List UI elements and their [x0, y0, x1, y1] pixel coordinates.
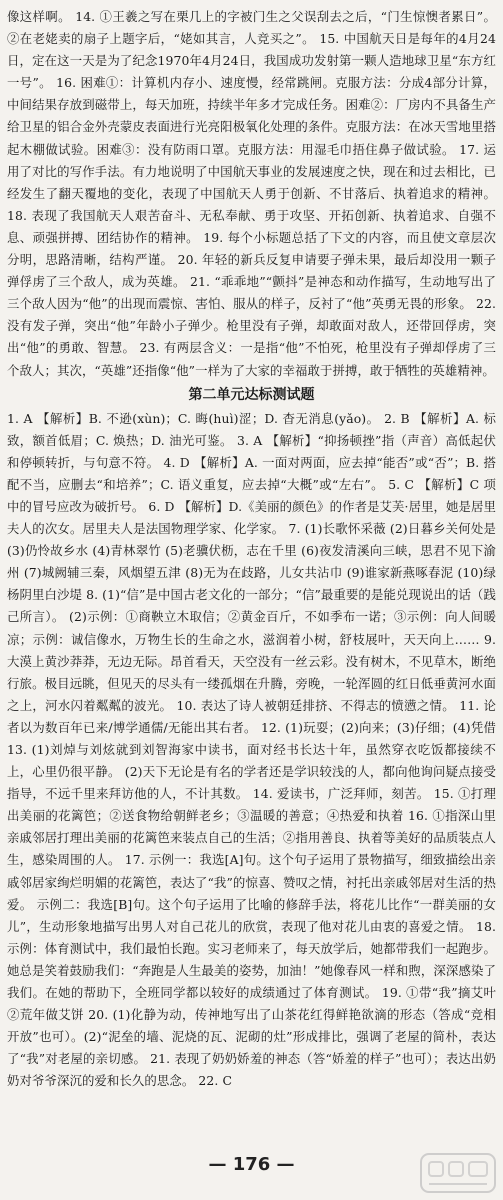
answers-unit-one-continued: 像这样啊。 14. ①王羲之写在栗几上的字被门生之父误刮去之后，“门生惊懊者累日”。②在老姥卖的扇子上题字后，“姥如其言，人竞买之”。 15. 中国航天日是每年的4月24日，定在这一天是为了纪念1970年4月24日，我国成功发射第一颗人造地球卫星“东方红一号”。 16. 困难①：计算机内存小、速度慢，经常跳闸。克服方法：分成4部分计算，中间结果存放到磁带上，每天加班，持续半年多才完成任务。困难②：厂房内不具备生产给卫星的铝合金外壳蒙皮表面进行光亮阳极氧化处理的条件。克服方法：在冰天雪地里搭起木棚做试验。困难③：没有防雨口罩。克服方法：用湿毛巾捂住鼻子做试验。 17. 运用了对比的写作手法。有力地说明了中国航天事业的发展速度之快，现在和过去相比，已经发生了翻天覆地的变化，表现了中国航天人勇于创新、不甘落后、执着追求的精神。 18. 表现了我国航天人艰苦奋斗、无私奉献、勇于攻坚、开拓创新、执着追求、自强不息、顽强拼搏、团结协作的精神。 19. 每个小标题总括了下文的内容，而且使文章层次分明，思路清晰，结构严谨。 20. 年轻的新兵反复申请要子弹未果，最后却没用一颗子弹俘虏了三个敌人，成为英雄。 21. “乖乖地”“颤抖”是神态和动作描写，生动地写出了三个敌人因为“他”的出现而震惊、害怕、服从的样子，反衬了“他”英勇无畏的形象。 22. 没有发子弹，突出“他”年龄小子弹少。枪里没有子弹，却敢面对敌人，还带回俘虏，突出“他”的勇敢、智慧。 23. 有两层含义：一是指“他”不怕死，枪里没有子弹却俘虏了三个敌人；其次，“英雄”还指像“他”一样为了大家的幸福敢于拼搏，敢于牺牲的英雄精神。: [7, 9, 496, 378]
watermark-logo: [419, 1150, 497, 1196]
answer-key-page: [7, 6, 496, 1093]
section-title: 第二单元达标测试题: [188, 386, 315, 403]
answers-unit-two-test: 1. A 【解析】B. 不逊(xùn)；C. 晦(huì)涩；D. 杳无消息(yǎo)。 2. B 【解析】A. 标致，额首低眉；C. 焕热；D. 油光可鉴。 3. A 【解析】“抑扬顿挫”指（声音）高低起伏和停顿转折，与句意不符。 4. D 【解析】A. 一面对两面，应去掉“能否”或“否”；B. 搭配不当，应删去“和培养”；C. 语义重复，应去掉“大概”或“左右”。 5. C 【解析】C 项中的冒号应改为破折号。 6. D 【解析】D.《美丽的颜色》的作者是艾芙·居里，她是居里夫人的次女。居里夫人是法国物理学家、化学家。 7. (1)长歌怀采薇 (2)日暮乡关何处是 (3)仍怜故乡水 (4)青林翠竹 (5)老骥伏枥，志在千里 (6)夜发清溪向三峡，思君不见下渝州 (7)城阙辅三秦，风烟望五津 (8)无为在歧路，儿女共沾巾 (9)谁家新燕啄春泥 (10)绿杨阴里白沙堤 8. (1)“信”是中国古老文化的一部分；“信”最重要的是能兑现说出的话（践己所言）。 (2)示例：①商鞅立木取信；②黄金百斤，不如季布一诺；③示例：向人间暖凉；示例：诚信像水，万物生长的生命之水，滋润着小树，舒枝展叶，天天向上…… 9. 大漠上黄沙莽莽，无边无际。昂首看天，天空没有一丝云彩。没有树木，不见草木，断绝行旅。极目远眺，但见天的尽头有一缕孤烟在升腾，旁晚，一轮浑圆的红日低垂黄河水面之上，河水闪着粼粼的波光。 10. 表达了诗人被朝廷排挤、不得志的愤懑之情。 11. 论者以为数百年已来/博学通儒/无能出其右者。 12. (1)玩耍；(2)向来；(3)仔细；(4)凭借 13. (1)刘焯与刘炫就到刘智海家中读书，面对经书长达十年，虽然穿衣吃饭都接续不上，心里仍很平静。 (2)天下无论是有名的学者还是学识较浅的人，都向他询问疑点接受指导，不远千里来拜访他的人，不计其数。 14. 爱读书，广泛拜师，刻苦。 15. ①打理出美丽的花篱笆；②送食物给朝鲜老乡；③温暖的善意；④热爱和执着 16. ①指深山里亲戚邻居打理出美丽的花篱笆来装点自己的生活；②指用善良、执着等美好的品质装点人生，感染周围的人。 17. 示例一：我选[A]句。这个句子运用了景物描写，细致描绘出亲戚邻居家绚烂明媚的花篱笆，表达了“我”的惊喜、赞叹之情，衬托出亲戚邻居对生活的热爱。 示例二：我选[B]句。这个句子运用了比喻的修辞手法，将花儿比作“一群美丽的女儿”，生动形象地描写出男人对自己花儿的欣赏，表现了他对花儿由衷的喜爱之情。 18. 示例：体育测试中，我们最怕长跑。实习老师来了，每天放学后，她都带我们一起跑步。她总是笑着鼓励我们：“奔跑是人生最美的姿势，加油！”她像春风一样和煦，深深感染了我们。在她的帮助下，全班同学都以较好的成绩通过了体育测试。 19. ①带“我”摘艾叶 ②荒年做艾饼 20. (1)化静为动，传神地写出了山茶花红得鲜艳欲滴的形态（答成“竞相开放”也可）。(2)“泥垒的墙、泥烧的瓦、泥砌的灶”形成排比，强调了老屋的简朴，表达了“我”对老屋的亲切感。 21. 表现了奶奶娇羞的神态（答“娇羞的样子”也可）；表达出奶奶对爷爷深沉的爱和长久的思念。 22. C: [7, 410, 497, 1089]
page-number: — 176 —: [208, 1154, 295, 1175]
